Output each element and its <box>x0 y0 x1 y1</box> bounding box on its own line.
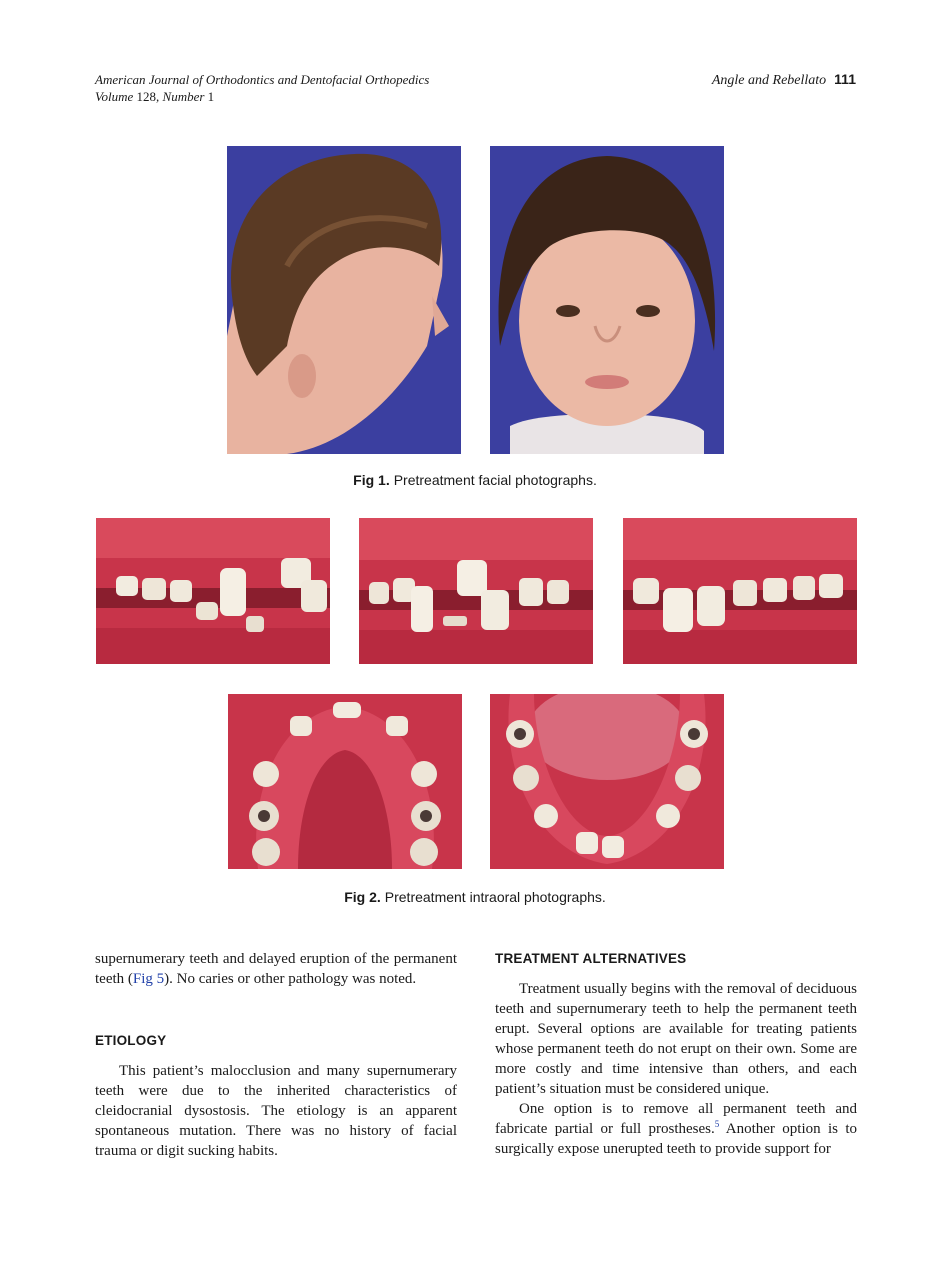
fig5-link[interactable]: Fig 5 <box>132 971 165 987</box>
treatment-alternatives-heading: TREATMENT ALTERNATIVES <box>495 951 687 966</box>
fig1-caption <box>0 472 950 488</box>
intraoral-right-photo <box>96 518 330 664</box>
running-header-right <box>712 71 856 89</box>
journal-title: American Journal of Orthodontics and Dentofacial Orthopedics <box>95 72 430 87</box>
running-header-left <box>95 71 429 105</box>
maxillary-occlusal-photo <box>228 694 462 869</box>
volume-line: Volume 128, Number 1 <box>95 89 215 104</box>
intraoral-frontal-photo <box>359 518 593 664</box>
mandibular-occlusal-photo <box>490 694 724 869</box>
left-paragraph-continued: supernumerary teeth and delayed eruption of the permanent teeth (Fig 5). No caries or other pathology was noted. <box>95 951 457 987</box>
left-column <box>95 949 457 1161</box>
fig2-text: Pretreatment intraoral photographs. <box>384 889 606 905</box>
reference-5-link[interactable]: 5 <box>714 1119 720 1129</box>
authors: Angle and Rebellato <box>711 73 827 88</box>
profile-facial-photo <box>227 146 461 454</box>
page-number: 111 <box>834 71 856 87</box>
right-column <box>495 949 857 1159</box>
fig2-caption <box>0 889 950 905</box>
etiology-paragraph: This patient’s malocclusion and many supernumerary teeth were due to the inherited characteristics of cleidocranial dysostosis. The etiology is an apparent spontaneous mutation. There was no history of facial trauma or digit sucking habits. <box>95 1063 457 1159</box>
etiology-heading: ETIOLOGY <box>95 1033 167 1048</box>
intraoral-left-photo <box>623 518 857 664</box>
fig1-label: Fig 1. <box>353 472 390 488</box>
frontal-facial-photo <box>490 146 724 454</box>
treatment-paragraph-2: One option is to remove all permanent teeth and fabricate partial or full prostheses.$^5$ Another option is to surgically expose unerupted teeth to provide support for <box>495 1101 857 1157</box>
fig2-label: Fig 2. <box>344 889 381 905</box>
fig1-text: Pretreatment facial photographs. <box>393 472 597 488</box>
treatment-paragraph-1: Treatment usually begins with the removal of deciduous teeth and supernumerary teeth to help the permanent teeth erupt. Several options are available for treating patients whose permanent teeth do not erupt on their own. Some are more costly and time intensive than others, and each patient’s situation must be considered unique. <box>495 981 857 1097</box>
